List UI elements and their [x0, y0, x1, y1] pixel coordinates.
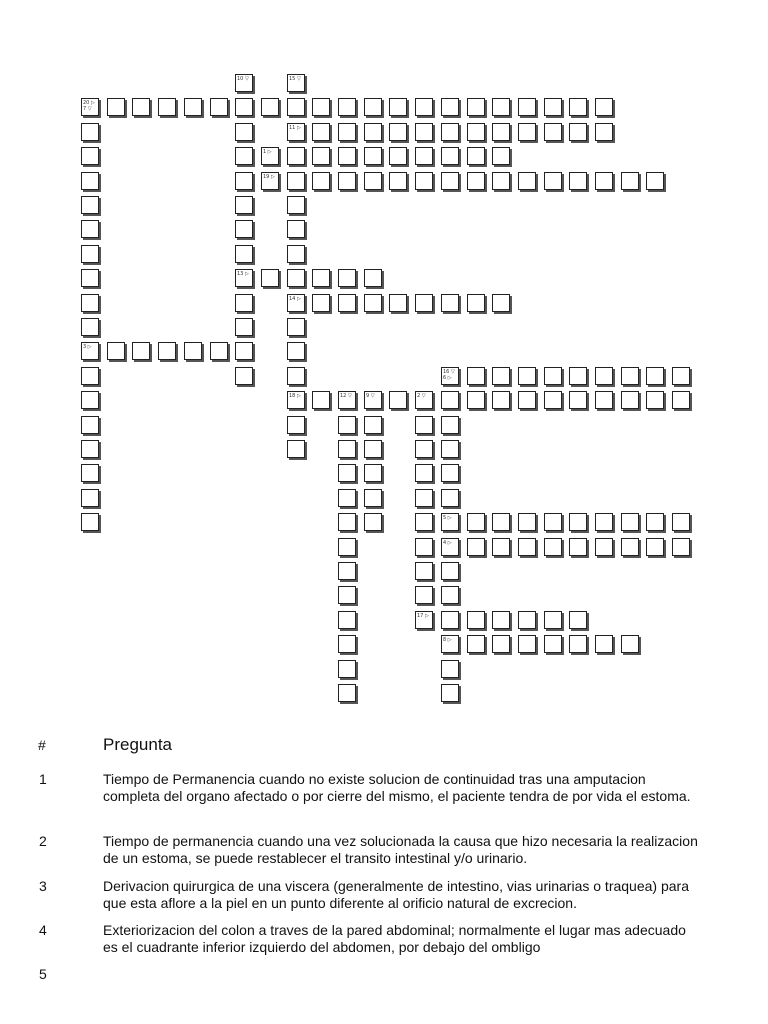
crossword-cell[interactable]: [287, 245, 305, 263]
crossword-cell-numbered[interactable]: [441, 538, 459, 556]
crossword-cell[interactable]: [338, 269, 356, 287]
crossword-cell[interactable]: [235, 342, 253, 360]
crossword-cell[interactable]: [492, 123, 510, 141]
crossword-cell[interactable]: [338, 684, 356, 702]
crossword-cell[interactable]: [261, 98, 279, 116]
crossword-cell[interactable]: [621, 513, 639, 531]
crossword-cell[interactable]: [81, 123, 99, 141]
question-text: Derivacion quirurgica de una viscera (generalmente de intestino, vias urinarias o traquea) para que esta aflore a la piel en un punto diferente al orificio natural de excrecion.: [103, 878, 689, 911]
crossword-cell[interactable]: [338, 147, 356, 165]
crossword-cell[interactable]: [646, 172, 664, 190]
crossword-cell[interactable]: [492, 538, 510, 556]
crossword-cell[interactable]: [81, 391, 99, 409]
clue-number: 4 ▷: [443, 540, 452, 546]
crossword-cell[interactable]: [441, 416, 459, 434]
crossword-cell[interactable]: [441, 294, 459, 312]
crossword-cell[interactable]: [81, 245, 99, 263]
crossword-cell[interactable]: [595, 367, 613, 385]
crossword-cell[interactable]: [441, 464, 459, 482]
crossword-cell[interactable]: [569, 172, 587, 190]
crossword-cell-numbered[interactable]: [287, 294, 305, 312]
crossword-cell[interactable]: [81, 513, 99, 531]
crossword-cell[interactable]: [338, 464, 356, 482]
crossword-cell[interactable]: [492, 391, 510, 409]
crossword-cell[interactable]: [415, 489, 433, 507]
clue-number: 14 ▷: [289, 296, 301, 302]
crossword-cell-numbered[interactable]: [287, 74, 305, 92]
crossword-cell[interactable]: [287, 318, 305, 336]
crossword-cell[interactable]: [441, 172, 459, 190]
crossword-cell[interactable]: [312, 123, 330, 141]
crossword-cell[interactable]: [569, 635, 587, 653]
crossword-cell[interactable]: [235, 196, 253, 214]
crossword-cell[interactable]: [287, 98, 305, 116]
question-text: Tiempo de Permanencia cuando no existe solucion de continuidad tras una amputacion completa del organo afectado o por cierre del mismo, el paciente tendra de por vida el estoma.: [103, 771, 691, 804]
crossword-cell[interactable]: [364, 269, 382, 287]
crossword-cell[interactable]: [569, 391, 587, 409]
crossword-cell[interactable]: [364, 98, 382, 116]
crossword-cell[interactable]: [107, 98, 125, 116]
crossword-cell[interactable]: [595, 635, 613, 653]
crossword-cell[interactable]: [646, 538, 664, 556]
clue-number: 13 ▷: [237, 271, 249, 277]
crossword-cell[interactable]: [81, 367, 99, 385]
crossword-cell[interactable]: [235, 123, 253, 141]
crossword-cell[interactable]: [364, 464, 382, 482]
crossword-cell[interactable]: [441, 660, 459, 678]
crossword-cell[interactable]: [235, 147, 253, 165]
crossword-cell[interactable]: [544, 391, 562, 409]
crossword-cell[interactable]: [441, 123, 459, 141]
clue-number: 11 ▷: [289, 125, 301, 131]
clue-number: 18 ▷: [289, 393, 301, 399]
crossword-cell[interactable]: [81, 318, 99, 336]
crossword-cell[interactable]: [467, 611, 485, 629]
crossword-cell[interactable]: [389, 294, 407, 312]
crossword-cell[interactable]: [338, 586, 356, 604]
clue-number: 3 ▷: [83, 344, 92, 350]
crossword-cell[interactable]: [518, 98, 536, 116]
crossword-cell[interactable]: [132, 98, 150, 116]
clue-number: 20 ▷ 7 ▽: [83, 100, 95, 112]
crossword-cell[interactable]: [467, 635, 485, 653]
clue-number: 15 ▽: [289, 76, 301, 82]
crossword-cell-numbered[interactable]: [235, 74, 253, 92]
question-number-header: #: [38, 737, 46, 753]
clue-number: 8 ▷: [443, 637, 452, 643]
crossword-cell[interactable]: [621, 538, 639, 556]
crossword-cell[interactable]: [158, 342, 176, 360]
crossword-cell[interactable]: [81, 172, 99, 190]
crossword-cell[interactable]: [492, 294, 510, 312]
crossword-cell-numbered[interactable]: [261, 172, 279, 190]
crossword-cell[interactable]: [672, 538, 690, 556]
crossword-cell[interactable]: [235, 172, 253, 190]
crossword-cell[interactable]: [312, 98, 330, 116]
crossword-cell[interactable]: [595, 513, 613, 531]
crossword-cell[interactable]: [492, 635, 510, 653]
crossword-cell[interactable]: [415, 440, 433, 458]
crossword-cell[interactable]: [569, 123, 587, 141]
crossword-cell[interactable]: [235, 367, 253, 385]
crossword-cell-numbered[interactable]: [235, 269, 253, 287]
crossword-cell[interactable]: [338, 562, 356, 580]
crossword-cell[interactable]: [389, 172, 407, 190]
crossword-cell[interactable]: [467, 172, 485, 190]
question-header: Pregunta: [103, 735, 172, 754]
crossword-cell[interactable]: [544, 98, 562, 116]
crossword-cell[interactable]: [441, 147, 459, 165]
crossword-cell[interactable]: [415, 464, 433, 482]
clue-number: 10 ▽: [237, 76, 249, 82]
crossword-cell[interactable]: [621, 635, 639, 653]
crossword-cell[interactable]: [312, 147, 330, 165]
crossword-cell[interactable]: [312, 172, 330, 190]
crossword-cell[interactable]: [81, 464, 99, 482]
crossword-cell[interactable]: [415, 538, 433, 556]
question-number: 4: [39, 922, 47, 938]
crossword-cell[interactable]: [338, 538, 356, 556]
crossword-cell[interactable]: [569, 513, 587, 531]
crossword-cell[interactable]: [312, 391, 330, 409]
crossword-cell[interactable]: [415, 513, 433, 531]
question-number: 2: [39, 833, 47, 849]
crossword-cell[interactable]: [595, 538, 613, 556]
crossword-cell[interactable]: [518, 538, 536, 556]
crossword-cell[interactable]: [441, 98, 459, 116]
crossword-cell[interactable]: [338, 440, 356, 458]
crossword-cell[interactable]: [467, 367, 485, 385]
crossword-cell[interactable]: [235, 220, 253, 238]
crossword-cell[interactable]: [287, 172, 305, 190]
question-number: 5: [39, 966, 47, 982]
crossword-cell[interactable]: [415, 562, 433, 580]
clue-number: 2 ▽: [417, 393, 426, 399]
crossword-cell[interactable]: [621, 172, 639, 190]
crossword-cell[interactable]: [672, 513, 690, 531]
crossword-cell[interactable]: [544, 123, 562, 141]
crossword-cell[interactable]: [338, 294, 356, 312]
question-number: 3: [39, 878, 47, 894]
crossword-cell[interactable]: [518, 123, 536, 141]
crossword-cell[interactable]: [132, 342, 150, 360]
crossword-cell[interactable]: [518, 172, 536, 190]
crossword-cell[interactable]: [235, 294, 253, 312]
crossword-cell[interactable]: [364, 513, 382, 531]
crossword-cell[interactable]: [287, 416, 305, 434]
crossword-cell[interactable]: [544, 635, 562, 653]
crossword-cell[interactable]: [287, 196, 305, 214]
crossword-cell[interactable]: [338, 416, 356, 434]
crossword-cell-numbered[interactable]: [338, 391, 356, 409]
crossword-cell[interactable]: [595, 391, 613, 409]
crossword-cell[interactable]: [441, 440, 459, 458]
crossword-cell[interactable]: [235, 245, 253, 263]
crossword-cell[interactable]: [415, 172, 433, 190]
crossword-cell[interactable]: [415, 98, 433, 116]
crossword-cell[interactable]: [492, 98, 510, 116]
crossword-cell[interactable]: [287, 269, 305, 287]
crossword-cell[interactable]: [364, 147, 382, 165]
crossword-cell[interactable]: [492, 611, 510, 629]
crossword-cell[interactable]: [235, 318, 253, 336]
crossword-cell[interactable]: [544, 611, 562, 629]
crossword-cell[interactable]: [210, 342, 228, 360]
crossword-cell[interactable]: [544, 513, 562, 531]
crossword-cell[interactable]: [184, 342, 202, 360]
crossword-cell[interactable]: [646, 391, 664, 409]
crossword-cell-numbered[interactable]: [287, 123, 305, 141]
crossword-cell[interactable]: [569, 611, 587, 629]
crossword-cell[interactable]: [81, 416, 99, 434]
crossword-cell[interactable]: [467, 123, 485, 141]
crossword-cell-numbered[interactable]: [441, 635, 459, 653]
crossword-cell[interactable]: [338, 172, 356, 190]
crossword-cell[interactable]: [364, 489, 382, 507]
crossword-cell[interactable]: [441, 562, 459, 580]
crossword-cell[interactable]: [544, 367, 562, 385]
crossword-cell[interactable]: [338, 489, 356, 507]
crossword-cell-numbered[interactable]: [415, 391, 433, 409]
crossword-cell[interactable]: [287, 367, 305, 385]
crossword-cell[interactable]: [364, 416, 382, 434]
crossword-cell[interactable]: [492, 367, 510, 385]
crossword-cell[interactable]: [81, 440, 99, 458]
crossword-cell[interactable]: [81, 196, 99, 214]
crossword-cell[interactable]: [81, 269, 99, 287]
crossword-cell[interactable]: [287, 220, 305, 238]
crossword-cell[interactable]: [287, 147, 305, 165]
crossword-cell[interactable]: [81, 294, 99, 312]
crossword-cell[interactable]: [415, 147, 433, 165]
crossword-cell[interactable]: [338, 513, 356, 531]
clue-number: 19 ▷: [263, 174, 275, 180]
crossword-cell[interactable]: [389, 98, 407, 116]
crossword-cell[interactable]: [261, 269, 279, 287]
crossword-cell[interactable]: [544, 172, 562, 190]
crossword-cell[interactable]: [389, 391, 407, 409]
crossword-cell[interactable]: [158, 98, 176, 116]
crossword-cell[interactable]: [287, 342, 305, 360]
crossword-cell[interactable]: [415, 123, 433, 141]
crossword-cell[interactable]: [441, 684, 459, 702]
crossword-cell[interactable]: [364, 123, 382, 141]
crossword-cell[interactable]: [646, 513, 664, 531]
crossword-cell[interactable]: [492, 513, 510, 531]
crossword-cell[interactable]: [569, 538, 587, 556]
clue-number: 17 ▷: [417, 613, 429, 619]
clue-number: 9 ▽: [366, 393, 375, 399]
crossword-cell[interactable]: [415, 294, 433, 312]
crossword-cell[interactable]: [467, 538, 485, 556]
crossword-cell[interactable]: [467, 147, 485, 165]
crossword-cell[interactable]: [569, 98, 587, 116]
crossword-cell[interactable]: [338, 660, 356, 678]
question-text: Exteriorizacion del colon a traves de la pared abdominal; normalmente el lugar mas adecuado es el cuadrante inferior izquierdo del abdomen, por debajo del ombligo: [103, 922, 686, 955]
crossword-cell-numbered[interactable]: [441, 367, 459, 385]
crossword-cell[interactable]: [544, 538, 562, 556]
crossword-cell[interactable]: [441, 391, 459, 409]
crossword-cell[interactable]: [492, 147, 510, 165]
crossword-cell[interactable]: [467, 391, 485, 409]
crossword-cell[interactable]: [338, 611, 356, 629]
crossword-cell[interactable]: [595, 98, 613, 116]
crossword-cell[interactable]: [518, 611, 536, 629]
crossword-cell[interactable]: [518, 391, 536, 409]
question-text: Tiempo de permanencia cuando una vez solucionada la causa que hizo necesaria la realizacion de un estoma, se puede restablecer el transito intestinal y/o urinario.: [103, 833, 698, 866]
crossword-cell-numbered[interactable]: [81, 98, 99, 116]
crossword-cell-numbered[interactable]: [364, 391, 382, 409]
crossword-cell[interactable]: [467, 98, 485, 116]
crossword-cell[interactable]: [338, 98, 356, 116]
crossword-cell[interactable]: [621, 367, 639, 385]
crossword-cell[interactable]: [621, 391, 639, 409]
question-number: 1: [39, 771, 47, 787]
clue-number: 5 ▷: [443, 515, 452, 521]
crossword-cell[interactable]: [389, 123, 407, 141]
clue-number: 12 ▽: [340, 393, 352, 399]
crossword-cell[interactable]: [107, 342, 125, 360]
crossword-cell[interactable]: [338, 635, 356, 653]
crossword-cell[interactable]: [364, 294, 382, 312]
crossword-cell[interactable]: [569, 367, 587, 385]
crossword-cell[interactable]: [441, 586, 459, 604]
crossword-cell[interactable]: [312, 269, 330, 287]
crossword-cell[interactable]: [441, 611, 459, 629]
crossword-cell[interactable]: [312, 294, 330, 312]
crossword-cell[interactable]: [364, 172, 382, 190]
crossword-cell[interactable]: [467, 294, 485, 312]
crossword-cell[interactable]: [595, 172, 613, 190]
clue-number: 16 ▽ 6 ▷: [443, 369, 455, 381]
crossword-cell-numbered[interactable]: [81, 342, 99, 360]
crossword-cell[interactable]: [595, 123, 613, 141]
crossword-cell[interactable]: [415, 416, 433, 434]
crossword-cell[interactable]: [389, 147, 407, 165]
crossword-cell-numbered[interactable]: [415, 611, 433, 629]
crossword-cell[interactable]: [81, 220, 99, 238]
crossword-cell[interactable]: [235, 98, 253, 116]
crossword-cell[interactable]: [287, 440, 305, 458]
crossword-cell-numbered[interactable]: [261, 147, 279, 165]
crossword-cell[interactable]: [672, 367, 690, 385]
crossword-cell[interactable]: [338, 123, 356, 141]
crossword-cell[interactable]: [415, 586, 433, 604]
crossword-cell[interactable]: [184, 98, 202, 116]
crossword-cell[interactable]: [441, 489, 459, 507]
crossword-cell[interactable]: [518, 635, 536, 653]
crossword-cell-numbered[interactable]: [287, 391, 305, 409]
crossword-cell[interactable]: [518, 513, 536, 531]
crossword-cell[interactable]: [646, 367, 664, 385]
clue-number: 1 ▷: [263, 149, 272, 155]
crossword-cell[interactable]: [492, 172, 510, 190]
crossword-cell-numbered[interactable]: [441, 513, 459, 531]
crossword-cell[interactable]: [81, 147, 99, 165]
crossword-cell[interactable]: [81, 489, 99, 507]
crossword-cell[interactable]: [467, 513, 485, 531]
crossword-cell[interactable]: [672, 391, 690, 409]
crossword-cell[interactable]: [210, 98, 228, 116]
crossword-cell[interactable]: [518, 367, 536, 385]
crossword-cell[interactable]: [364, 440, 382, 458]
